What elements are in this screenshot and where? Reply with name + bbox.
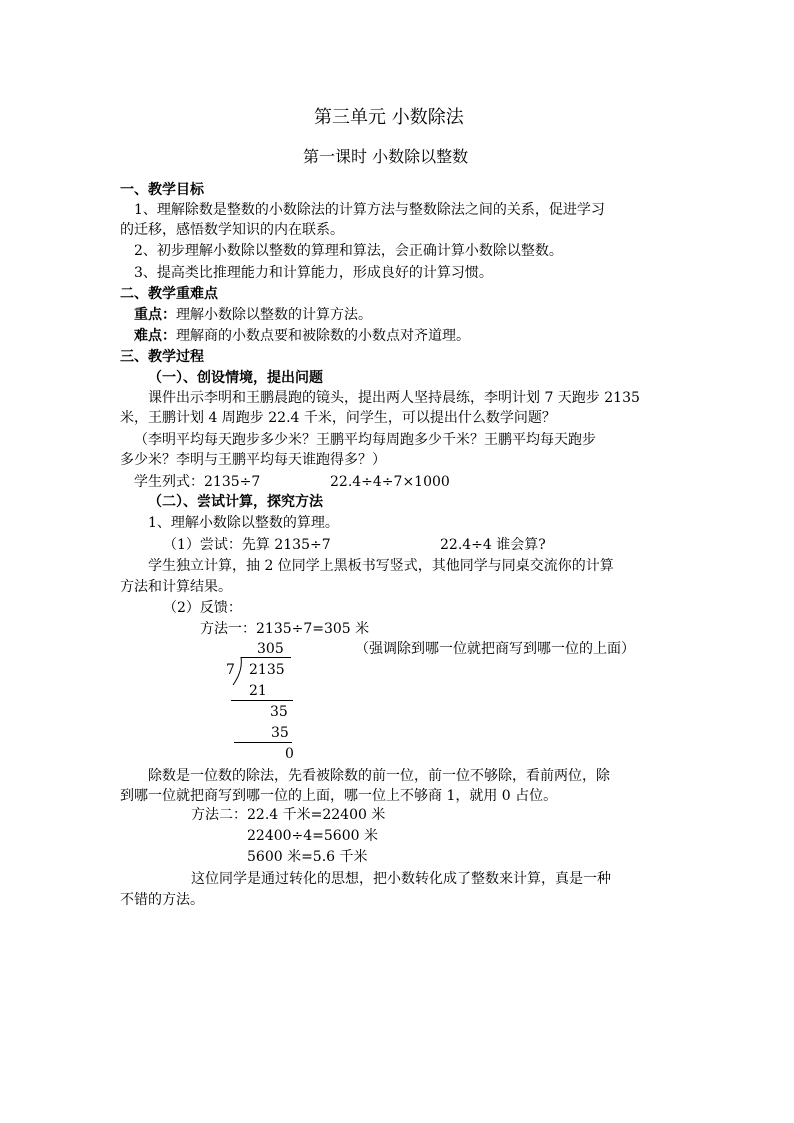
division-line-2	[234, 742, 292, 743]
method-2: 方法二：22.4 千米=22400 米	[191, 807, 386, 823]
step-1-heading: 1、理解小数除以整数的算理。	[148, 515, 339, 531]
division-line-1	[231, 700, 293, 701]
division-quotient: 305	[257, 641, 284, 657]
part-1-heading: （一）、创设情境，提出问题	[148, 370, 323, 386]
explanation-line1: 除数是一位数的除法，先看被除数的前一位，前一位不够除，看前两位，除	[148, 768, 610, 784]
quotient-bar	[241, 657, 291, 658]
student-formula-1: 学生列式：2135÷7	[134, 474, 261, 490]
conclusion-line1: 这位同学是通过转化的思想，把小数转化成了整数来计算，真是一种	[191, 871, 611, 887]
explanation-line2: 到哪一位就把商写到哪一位的上面，哪一位上不够商 1，就用 0 占位。	[120, 788, 558, 804]
section-heading-key-points: 二、教学重难点	[120, 286, 218, 302]
method-2-step3: 5600 米=5.6 千米	[247, 849, 368, 865]
objective-1-line2: 的迁移，感悟数学知识的内在联系。	[120, 222, 344, 238]
difficult-point-text: 理解商的小数点要和被除数的小数点对齐道理。	[176, 328, 470, 344]
difficult-point-label: 难点：	[134, 328, 176, 344]
key-point-text: 理解小数除以整数的计算方法。	[176, 307, 372, 323]
method-2-step2: 22400÷4=5600 米	[247, 828, 378, 844]
activity-line2: 方法和计算结果。	[120, 579, 232, 595]
division-step-product-1: 21	[249, 683, 267, 699]
questions-line2: 多少米？李明与王鹏平均每天谁跑得多？）	[120, 452, 386, 468]
objective-2: 2、初步理解小数除以整数的算理和算法，会正确计算小数除以整数。	[134, 243, 563, 259]
section-heading-objectives: 一、教学目标	[120, 182, 204, 198]
scenario-line2: 米，王鹏计划 4 周跑步 22.4 千米，问学生，可以提出什么数学问题？	[120, 410, 556, 426]
lesson-subtitle: 第一课时 小数除以整数	[303, 147, 469, 166]
division-step-product-2: 35	[271, 725, 289, 741]
method-1-note: （强调除到哪一位就把商写到哪一位的上面）	[355, 641, 635, 657]
division-divisor: 7	[226, 662, 235, 678]
difficult-point	[134, 326, 470, 347]
page-title: 第三单元 小数除法	[314, 107, 464, 128]
objective-3: 3、提高类比推理能力和计算能力，形成良好的计算习惯。	[134, 265, 493, 281]
division-final-remainder: 0	[285, 746, 294, 762]
key-point	[134, 305, 372, 326]
questions-line1: （李明平均每天跑步多少米？王鹏平均每周跑多少千米？王鹏平均每天跑步	[134, 432, 596, 448]
part-2-heading: （二）、尝试计算，探究方法	[148, 494, 323, 510]
conclusion-line2: 不错的方法。	[120, 892, 204, 908]
division-dividend: 2135	[249, 662, 285, 678]
section-heading-process: 三、教学过程	[120, 349, 204, 365]
division-bracket	[230, 657, 246, 687]
key-point-label: 重点：	[134, 307, 176, 323]
scenario-line1: 课件出示李明和王鹏晨跑的镜头，提出两人坚持晨练，李明计划 7 天跑步 2135	[148, 390, 640, 406]
feedback-label: （2）反馈：	[163, 600, 242, 616]
try-label: （1）尝试：先算 2135÷7	[163, 537, 331, 553]
objective-1-line1: 1、理解除数是整数的小数除法的计算方法与整数除法之间的关系，促进学习	[134, 202, 605, 218]
student-formula-2: 22.4÷4÷7×1000	[330, 474, 450, 490]
activity-line1: 学生独立计算，抽 2 位同学上黑板书写竖式，其他同学与同桌交流你的计算	[148, 558, 614, 574]
division-step-remainder-1: 35	[270, 704, 288, 720]
try-second: 22.4÷4 谁会算?	[440, 537, 546, 553]
method-1: 方法一：2135÷7=305 米	[200, 621, 370, 637]
